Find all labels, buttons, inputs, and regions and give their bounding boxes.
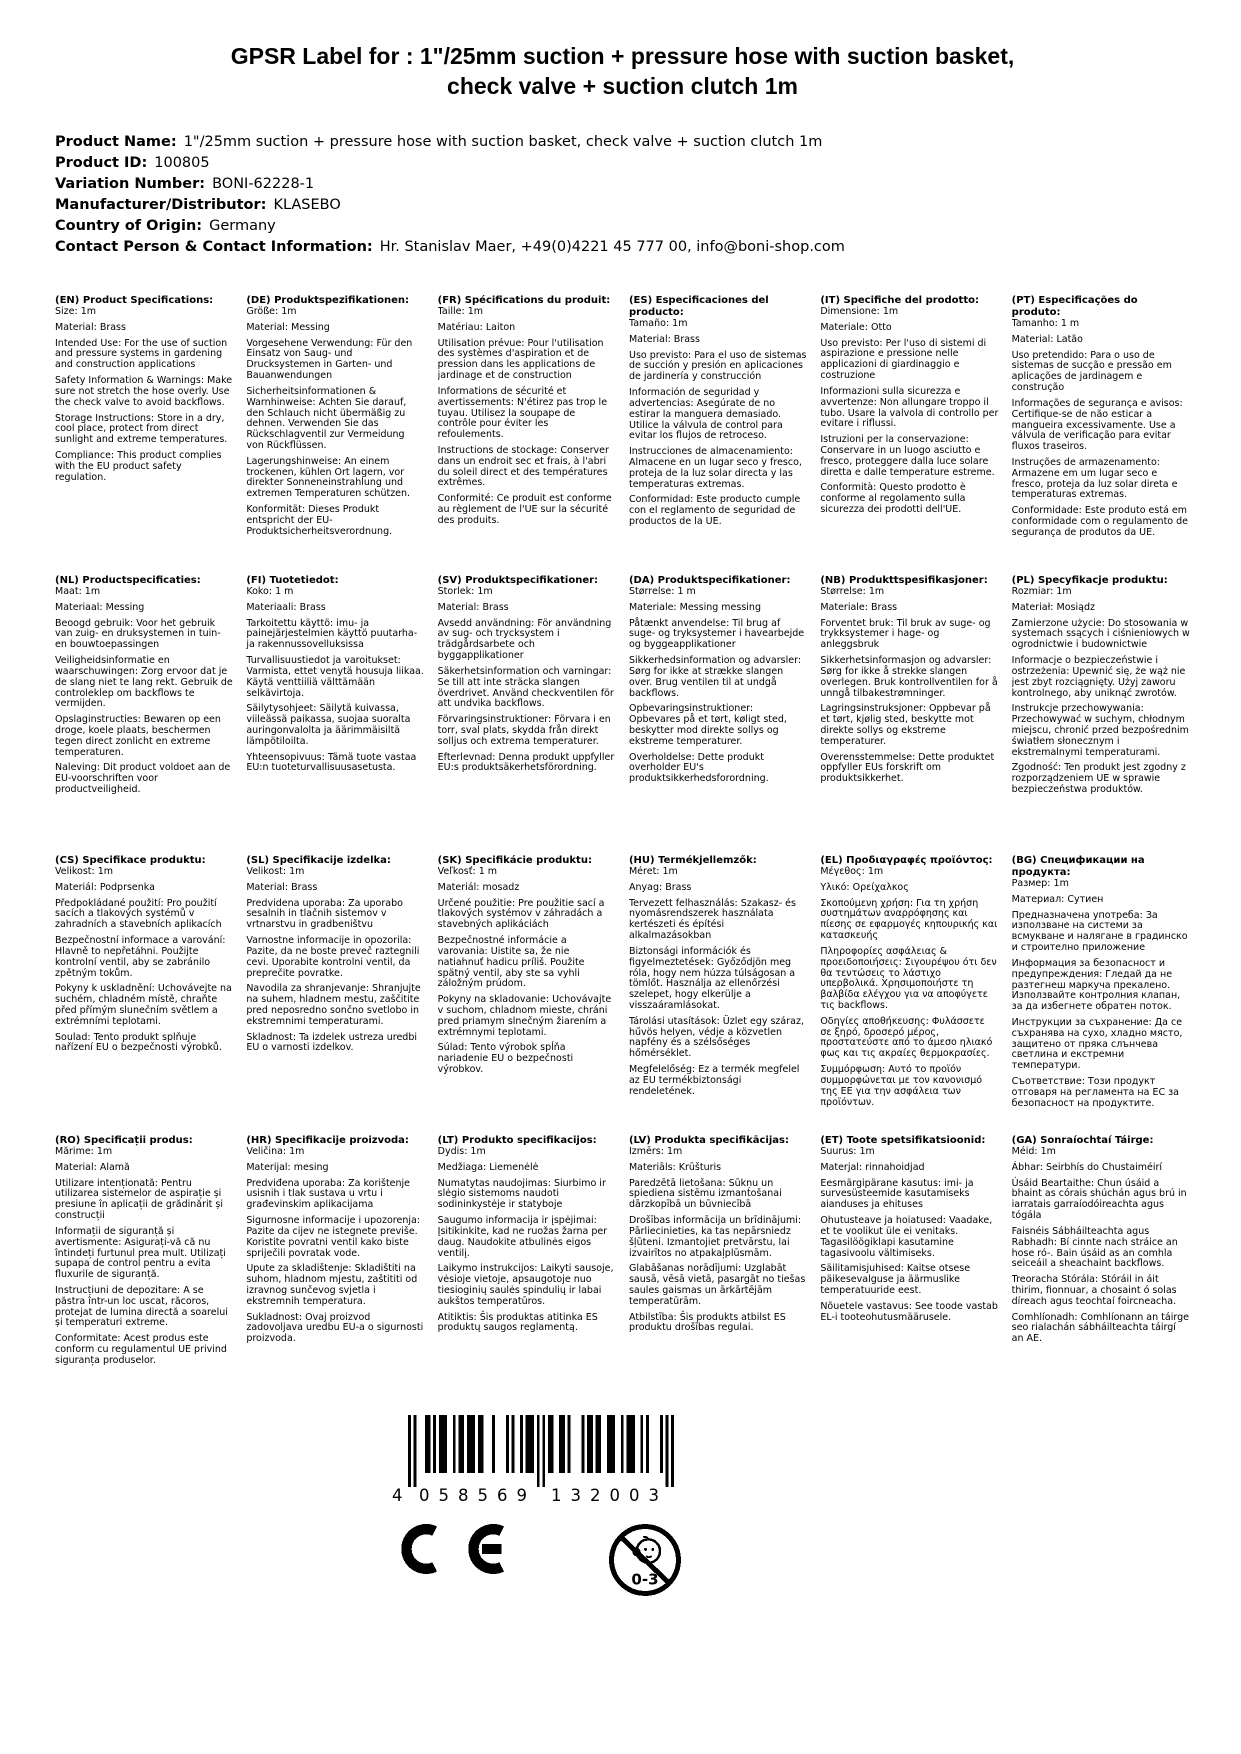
spec-paragraph: Tamaño: 1m (628, 317, 688, 329)
spec-paragraph: Faisnéis Sábháilteachta agus Rabhadh: Bí cinnte nach stráice an hose ró-. Bain úsáid as an comhla seiceáil a sheachaint backflows. (1011, 1225, 1178, 1270)
spec-paragraph: Material: Brass (55, 321, 126, 333)
spec-paragraph: Matériau: Laiton (437, 321, 516, 333)
spec-paragraph: Velikost: 1m (246, 865, 305, 877)
ce-mark-icon (396, 1521, 514, 1581)
spec-paragraph: Säilitamisjuhised: Kaitse otsese päikesevalguse ja äärmuslike temperatuuride eest. (820, 1263, 971, 1296)
spec-paragraph: Información de seguridad y advertencias: Asegúrate de no estirar la manguera demasiado. Utilice la válvula de control para evitar los flujos de retroceso. (628, 387, 783, 442)
spec-block-title: (LT) Produkto specifikacijos: (437, 1134, 597, 1146)
spec-block-nl (55, 575, 233, 855)
variation-number-row (55, 174, 1190, 195)
spec-paragraph: Bezpečnostní informace a varování: Hlavně to nepřetáhni. Použijte kontrolní ventil, aby se zabránilo zpětným tokům. (55, 935, 226, 979)
spec-paragraph: Koko: 1 m (246, 585, 294, 597)
spec-paragraph: Μέγεθος: 1m (820, 865, 884, 877)
spec-block-fi (246, 575, 424, 855)
spec-paragraph: Saugumo informacija ir įspėjimai: Įsitikinkite, kad ne ruožas žarna per daug. Naudokite atbulinės eigos ventilį. (437, 1215, 608, 1259)
spec-paragraph: Turvallisuustiedot ja varoitukset: Varmista, ettet venytä housuja liikaa. Käytä venttiiliä välttämään selkävirtoja. (246, 655, 424, 699)
age-warning-label: 0-3 (631, 1570, 659, 1589)
spec-block-et (820, 1135, 998, 1415)
spec-block-title: (RO) Specificații produs: (55, 1134, 193, 1146)
spec-paragraph: Säkerhetsinformation och varningar: Se till att inte sträcka slangen överdrivet. Använd checkventilen för att undvika backflows. (437, 665, 614, 710)
manufacturer-row (55, 195, 1190, 216)
spec-paragraph: Instruções de armazenamento: Armazene em um lugar seco e fresco, proteja da luz solar direta e temperaturas extremas. (1011, 456, 1178, 501)
spec-paragraph: Pokyny k uskladnění: Uchovávejte na suchém, chladném místě, chraňte před přímým slunečním světlem a extrémními teplotami. (55, 983, 232, 1027)
field-value: KLASEBO (273, 196, 341, 213)
spec-paragraph: Tárolási utasítások: Üzlet egy száraz, hűvös helyen, védje a közvetlen napfény és a szélsőséges hőmérséklet. (628, 1015, 804, 1060)
spec-paragraph: Méid: 1m (1011, 1145, 1056, 1157)
spec-paragraph: Πληροφορίες ασφάλειας & προειδοποιήσεις: Σιγουρέψου ότι δεν θα τεντώσεις το λάστιχο υπερβολικά. Χρησιμοποιήστε τη βαλβίδα ελέγχου για να αποφύγετε τις backflows. (820, 945, 997, 1011)
spec-paragraph: Predvidena uporaba: Za uporabo sesalnih in tlačnih sistemov v vrtnarstvu in gradbeništvu (246, 897, 403, 931)
spec-block-cs (55, 855, 233, 1135)
spec-paragraph: Σκοπούμενη χρήση: Για τη χρήση συστημάτων αναρρόφησης και πίεσης σε εφαρμογές κηπουρικής και κατασκευής (820, 897, 998, 942)
spec-paragraph: Инструкции за съхранение: Да се съхранява на сухо, хладно място, защитено от пряка слънчева светлина и екстремни температури. (1011, 1016, 1183, 1072)
spec-paragraph: Sikkerhedsinformation og advarsler: Sørg for ikke at strække slangen over. Brug ventilen til at undgå backflows. (628, 655, 802, 699)
spec-block-title: (FI) Tuotetiedot: (246, 574, 339, 586)
barcode-digits-right: 132003 (551, 1485, 659, 1505)
field-label: Variation Number: (55, 175, 206, 192)
spec-block-lv (629, 1135, 807, 1415)
spec-block-title: (GA) Sonraíochtaí Táirge: (1011, 1134, 1154, 1146)
spec-paragraph: Utilisation prévue: Pour l'utilisation des systèmes d'aspiration et de pression dans les applications de jardinage et de construction (437, 337, 604, 382)
spec-paragraph: Laikymo instrukcijos: Laikyti sausoje, vėsioje vietoje, apsaugotoje nuo tiesioginių saulės spindulių ir labai aukštos temperatūros. (437, 1263, 614, 1307)
spec-block-title: (NB) Produkttspesifikasjoner: (820, 574, 988, 586)
spec-paragraph: Informations de sécurité et avertissements: N'étirez pas trop le tuyau. Utilisez la soupape de contrôle pour éviter les refoulements. (437, 385, 608, 441)
spec-block-sv (438, 575, 616, 855)
spec-block-title: (HR) Specifikacije proizvoda: (246, 1134, 409, 1146)
product-name-row (55, 132, 1190, 153)
spec-paragraph: Utilizare intenționată: Pentru utilizarea sistemelor de aspirație și presiune în aplicații de grădinărit și construcții (55, 1177, 223, 1222)
spec-paragraph: Drošības informācija un brīdinājumi: Pārliecinieties, ka tas nepārsniedz šļūteni. Izmantojiet pretvārstu, lai izvairītos no atpakaļplūsmām. (628, 1215, 802, 1259)
product-info (55, 132, 1190, 258)
spec-block-en (55, 295, 233, 575)
spec-paragraph: Opslaginstructies: Bewaren op een droge, koele plaats, beschermen tegen direct zonlicht en extreme temperaturen. (55, 714, 221, 758)
spec-paragraph: Uso previsto: Para el uso de sistemas de succión y presión en aplicaciones de jardinería y construcción (628, 349, 807, 383)
spec-block-hr (246, 1135, 424, 1415)
spec-block-title: (DE) Produktspezifikationen: (246, 294, 409, 306)
spec-paragraph: Съответствие: Този продукт отговаря на регламента на ЕС за безопасност на продуктите. (1011, 1076, 1179, 1109)
spec-paragraph: Zamierzone użycie: Do stosowania w systemach ssących i ciśnieniowych w ogrodnictwie i budownictwie (1011, 617, 1190, 651)
spec-paragraph: Material: Brass (437, 601, 509, 613)
spec-paragraph: Rozmiar: 1m (1011, 585, 1072, 597)
spec-paragraph: Materijal: mesing (246, 1161, 329, 1173)
spec-paragraph: Tamanho: 1 m (1011, 317, 1080, 329)
spec-paragraph: Informações de segurança e avisos: Certifique-se de não esticar a mangueira excessivamente. Use a válvula de verificação para evitar fluxos traseiros. (1011, 397, 1183, 453)
spec-paragraph: Storage Instructions: Store in a dry, cool place, protect from direct sunlight and extreme temperatures. (55, 412, 228, 446)
spec-paragraph: Dydis: 1m (437, 1145, 486, 1157)
spec-paragraph: Material: Messing (246, 321, 330, 333)
spec-block-title: (IT) Specifiche del prodotto: (820, 294, 979, 306)
spec-paragraph: Eesmärgipärane kasutus: imi- ja survesüsteemide kasutamiseks aianduses ja ehituses (820, 1177, 974, 1211)
spec-block-title: (SV) Produktspecifikationer: (437, 574, 599, 586)
spec-paragraph: Materjal: rinnahoidjad (820, 1161, 925, 1173)
spec-block-title: (FR) Spécifications du produit: (437, 294, 611, 306)
spec-paragraph: Pokyny na skladovanie: Uchovávajte v suchom, chladnom mieste, chráni pred priamym slnečným žiarením a extrémnymi teplotami. (437, 994, 612, 1038)
spec-paragraph: Informacje o bezpieczeństwie i ostrzeżenia: Upewnić się, że wąż nie jest zbyt rozciągnięty. Użyj zaworu kontrolnego, aby uniknąć zwrotów. (1011, 655, 1186, 699)
spec-block-pl (1012, 575, 1190, 855)
barcode (392, 1415, 712, 1505)
spec-block-es (629, 295, 807, 575)
spec-block-it (820, 295, 998, 575)
spec-paragraph: Bezpečnostné informácie a varovania: Uistite sa, že nie natiahnuť hadicu príliš. Použite spätný ventil, aby ste sa vyhli záložným prúdom. (437, 935, 585, 990)
spec-paragraph: Soulad: Tento produkt splňuje nařízení EU o bezpečnosti výrobků. (55, 1031, 222, 1054)
spec-paragraph: Συμμόρφωση: Αυτό το προϊόν συμμορφώνεται με τον κανονισμό της ΕΕ για την ασφάλεια των προϊόντων. (820, 1064, 983, 1108)
spec-paragraph: Varnostne informacije in opozorila: Pazite, da ne boste preveč raztegnili cevi. Uporabite kontrolni ventil, da preprečite povratke. (246, 935, 420, 979)
country-of-origin-row (55, 216, 1190, 237)
spec-paragraph: Paredzētā lietošana: Sūkņu un spiediena sistēmu izmantošanai dārzkopībā un būvniecībā (628, 1177, 782, 1211)
spec-paragraph: Предназначена употреба: За използване на системи за всмукване и налягане в градинско и строително приложение (1011, 909, 1188, 954)
field-label: Product Name: (55, 133, 177, 150)
spec-paragraph: Instructions de stockage: Conserver dans un endroit sec et frais, à l'abri du soleil direct et des températures extrêmes. (437, 444, 609, 489)
spec-paragraph: Navodila za shranjevanje: Shranjujte na suhem, hladnem mestu, zaščitite pred neposredno sončno svetlobo in ekstremnimi temperaturami. (246, 983, 421, 1027)
spec-paragraph: Biztonsági információk és figyelmeztetések: Győződjön meg róla, hogy nem húzza túlságosan a tömlőt. Használja az ellenőrzési szelepet, hogy elkerülje a visszaáramlásokat. (628, 945, 796, 1011)
spec-block-title: (SK) Špecifikácie produktu: (437, 854, 592, 866)
spec-block-lt (438, 1135, 616, 1415)
spec-paragraph: Påtænkt anvendelse: Til brug af suge- og tryksystemer i havearbejde og byggeapplikationer (628, 617, 805, 651)
spec-paragraph: Ohutusteave ja hoiatused: Vaadake, et te voolikut üle ei venitaks. Tagasilöögiklapi kasutamine tagasivoolu vältimiseks. (820, 1215, 993, 1259)
barcode-digit-first: 4 (392, 1485, 403, 1505)
spec-block-title: (BG) Спецификации на продукта: (1011, 854, 1145, 878)
spec-paragraph: Naleving: Dit product voldoet aan de EU-voorschriften voor productveiligheid. (55, 762, 231, 796)
spec-paragraph: Ábhar: Seirbhís do Chustaiméirí (1011, 1161, 1163, 1173)
spec-paragraph: Beoogd gebruik: Voor het gebruik van zuig- en druksystemen in tuin- en bouwtoepassingen (55, 617, 221, 651)
spec-paragraph: Yhteensopivuus: Tämä tuote vastaa EU:n tuoteturvallisuusasetusta. (246, 751, 417, 774)
spec-paragraph: Taille: 1m (437, 305, 483, 317)
spec-paragraph: Lagerungshinweise: An einem trockenen, kühlen Ort lagern, vor direkter Sonneneinstrahlung und extremen Temperaturen schützen. (246, 455, 411, 500)
field-value: Hr. Stanislav Maer, +49(0)4221 45 777 00, info@boni-shop.com (379, 238, 845, 255)
spec-paragraph: Materiale: Brass (820, 601, 898, 613)
spec-paragraph: Dimensione: 1m (820, 305, 899, 317)
spec-block-title: (NL) Productspecificaties: (55, 574, 201, 586)
spec-block-title: (EN) Product Specifications: (55, 294, 214, 306)
spec-paragraph: Förvaringsinstruktioner: Förvara i en torr, sval plats, skydda från direkt solljus och extrema temperaturer. (437, 714, 611, 747)
spec-block-da (629, 575, 807, 855)
spec-paragraph: Material: Brass (628, 333, 700, 345)
spec-paragraph: Conformité: Ce produit est conforme au règlement de l'UE sur la sécurité des produits. (437, 493, 612, 526)
spec-paragraph: Numatytas naudojimas: Siurbimo ir slėgio sistemoms naudoti sodininkystėje ir statyboje (437, 1177, 606, 1211)
spec-paragraph: Overensstemmelse: Dette produktet oppfyller EUs forskrift om produktsikkerhet. (820, 751, 995, 785)
spec-block-title: (LV) Produkta specifikācijas: (628, 1134, 789, 1146)
spec-block-ga (1012, 1135, 1190, 1415)
spec-paragraph: Material: Alamă (55, 1161, 130, 1173)
spec-paragraph: Conformitate: Acest produs este conform cu regulamentul UE privind siguranța produselor. (55, 1333, 227, 1366)
spec-paragraph: Größe: 1m (246, 305, 297, 317)
symbols-row (392, 1521, 712, 1603)
spec-paragraph: Treoracha Stórála: Stóráil in áit thirim, fionnuar, a chosaint ó solas díreach agus teochtaí foircneacha. (1011, 1274, 1177, 1307)
spec-paragraph: Οδηγίες αποθήκευσης: Φυλάσσετε σε ξηρό, δροσερό μέρος, προστατεύστε από το άμεσο ηλιακό φως και τις ακραίες θερμοκρασίες. (820, 1015, 993, 1060)
spec-paragraph: Uso pretendido: Para o uso de sistemas de sucção e pressão em aplicações de jardinagem e construção (1011, 349, 1172, 394)
spec-block-title: (ET) Toote spetsifikatsioonid: (820, 1134, 986, 1146)
spec-paragraph: Materiale: Messing messing (628, 601, 761, 613)
spec-paragraph: Informații de siguranță și avertismente: Asigurați-vă că nu întindeți furtunul prea mult. Utilizați supapa de control pentru a evita fluxurile de siguranță. (55, 1225, 226, 1281)
field-label: Contact Person & Contact Information: (55, 238, 373, 255)
spec-paragraph: Материал: Сутиен (1011, 893, 1104, 905)
spec-paragraph: Súlad: Tento výrobok spĺňa nariadenie EU o bezpečnosti výrobkov. (437, 1042, 574, 1076)
spec-paragraph: Maat: 1m (55, 585, 101, 597)
spec-paragraph: Materiale: Otto (820, 321, 892, 333)
spec-paragraph: Konformität: Dieses Produkt entspricht der EU-Produktsicherheitsverordnung. (246, 504, 393, 537)
spec-paragraph: Instrukcje przechowywania: Przechowywać w suchym, chłodnym miejscu, chronić przed bezpośrednim światłem słonecznym i ekstremalnymi temperaturami. (1011, 703, 1189, 758)
spec-paragraph: Material: Latão (1011, 333, 1083, 345)
spec-paragraph: Avsedd användning: För användning av sug- och trycksystem i trädgårdsarbete och byggapplikationer (437, 617, 612, 662)
barcode-svg (392, 1415, 692, 1505)
spec-block-title: (PL) Specyfikacje produktu: (1011, 574, 1168, 586)
spec-paragraph: Lagringsinstruksjoner: Oppbevar på et tørt, kjølig sted, beskytte mot direkte sollys og ekstreme temperaturer. (820, 703, 991, 747)
spec-paragraph: Comhlíonadh: Comhlíonann an táirge seo rialachán sábháilteachta táirgí an AE. (1011, 1311, 1189, 1345)
spec-block-hu (629, 855, 807, 1135)
spec-paragraph: Sikkerhetsinformasjon og advarsler: Sørg for ikke å strekke slangen overlegen. Bruk kontrollventilen for å unngå tilbakestrømninger. (820, 655, 998, 699)
spec-paragraph: Materiaali: Brass (246, 601, 326, 613)
spec-paragraph: Conformidade: Este produto está em conformidade com o regulamento de segurança de produtos da UE. (1011, 505, 1188, 538)
spec-paragraph: Velikost: 1m (55, 865, 114, 877)
spec-paragraph: Tervezett felhasználás: Szakasz- és nyomásrendszerek használata kertészeti és építési alkalmazásokban (628, 897, 796, 942)
spec-paragraph: Efterlevnad: Denna produkt uppfyller EU:s produktsäkerhetsförordning. (437, 751, 615, 774)
spec-paragraph: Materiaal: Messing (55, 601, 145, 613)
spec-paragraph: Materiál: Podprsenka (55, 881, 155, 893)
field-label: Country of Origin: (55, 217, 203, 234)
spec-paragraph: Material: Brass (246, 881, 318, 893)
spec-paragraph: Compliance: This product complies with the EU product safety regulation. (55, 449, 222, 483)
field-value: Germany (209, 217, 276, 234)
spec-paragraph: Conformità: Questo prodotto è conforme al regolamento sulla sicurezza dei prodotti dell'UE. (820, 482, 966, 516)
spec-paragraph: Vorgesehene Verwendung: Für den Einsatz von Saug- und Drucksystemen in Garten- und Bauanwendungen (246, 337, 413, 382)
specifications-grid (55, 295, 1190, 1415)
spec-paragraph: Predviđena uporaba: Za korištenje usisnih i tlak sustava u vrtu i građevinskim aplikacijama (246, 1177, 411, 1211)
spec-paragraph: Materiál: mosadz (437, 881, 520, 893)
spec-block-el (820, 855, 998, 1135)
spec-block-nb (820, 575, 998, 855)
spec-paragraph: Tarkoitettu käyttö: imu- ja painejärjestelmien käyttö puutarha- ja rakennussovelluksissa (246, 617, 418, 651)
spec-paragraph: Veiligheidsinformatie en waarschuwingen: Zorg ervoor dat je de slang niet te lang rekt. Gebruik de controleklep om backflows te vermijden. (55, 655, 233, 710)
spec-paragraph: Sigurnosne informacije i upozorenja: Pazite da cijev ne istegnete previše. Koristite povratni ventil kako biste spriječili povratak vode. (246, 1215, 420, 1259)
spec-block-title: (CS) Specifikace produktu: (55, 854, 206, 866)
spec-paragraph: Conformidad: Este producto cumple con el reglamento de seguridad de productos de la UE. (628, 494, 801, 528)
spec-paragraph: Opbevaringsinstruktioner: Opbevares på et tørt, køligt sted, beskytter mod direkte sollys og ekstreme temperaturer. (628, 703, 787, 747)
spec-block-title: (EL) Προδιαγραφές προϊόντος: (820, 854, 993, 866)
spec-paragraph: Forventet bruk: Til bruk av suge- og trykksystemer i hage- og anleggsbruk (820, 617, 991, 651)
spec-paragraph: Informazioni sulla sicurezza e avvertenze: Non allungare troppo il tubo. Usare la valvola di controllo per evitare i riflussi. (820, 385, 999, 430)
spec-block-title: (DA) Produktspecifikationer: (628, 574, 791, 586)
spec-block-fr (438, 295, 616, 575)
spec-paragraph: Istruzioni per la conservazione: Conservare in un luogo asciutto e fresco, proteggere dalla luce solare diretta e dalle temperature estreme. (820, 434, 995, 478)
spec-paragraph: Atbilstība: Šis produkts atbilst ES produktu drošības regulai. (628, 1311, 786, 1334)
spec-block-ro (55, 1135, 233, 1415)
spec-paragraph: Mărime: 1m (55, 1145, 113, 1157)
product-id-row (55, 153, 1190, 174)
field-label: Manufacturer/Distributor: (55, 196, 267, 213)
spec-paragraph: Veľkosť: 1 m (437, 865, 498, 877)
spec-paragraph: Sicherheitsinformationen & Warnhinweise: Achten Sie darauf, den Schlauch nicht übermäßig zu dehnen. Verwenden Sie das Rückschlagventil zur Vermeidung von Rückflüssen. (246, 385, 407, 451)
spec-paragraph: Určené použitie: Pre použitie sací a tlakových systémov v záhradách a stavebných aplikáciách (437, 897, 605, 931)
spec-paragraph: Veličina: 1m (246, 1145, 305, 1157)
spec-paragraph: Zgodność: Ten produkt jest zgodny z rozporządzeniem UE w sprawie bezpieczeństwa produktów. (1011, 762, 1186, 796)
spec-paragraph: Atitiktis: Šis produktas atitinka ES produktų saugos reglamentą. (437, 1311, 598, 1334)
field-value: BONI-62228-1 (212, 175, 315, 192)
spec-paragraph: Размер: 1m (1011, 877, 1069, 889)
spec-paragraph: Medžiaga: Liemenėlė (437, 1161, 539, 1173)
spec-paragraph: Size: 1m (55, 305, 97, 317)
spec-paragraph: Méret: 1m (628, 865, 678, 877)
spec-paragraph: Megfelelőség: Ez a termék megfelel az EU termékbiztonsági rendeletének. (628, 1064, 800, 1097)
spec-paragraph: Størrelse: 1m (820, 585, 885, 597)
spec-paragraph: Glabāšanas norādījumi: Uzglabāt sausā, vēsā vietā, pasargāt no tiešas saules gaismas un ārkārtējām temperatūrām. (628, 1263, 806, 1307)
footer (392, 1415, 712, 1603)
barcode-digits-left: 058569 (419, 1485, 527, 1505)
spec-paragraph: Předpokládané použití: Pro použití sacích a tlakových systémů v zahradních a stavebních aplikacích (55, 897, 222, 931)
spec-paragraph: Intended Use: For the use of suction and pressure systems in gardening and construction applications (55, 337, 228, 371)
spec-paragraph: Izmērs: 1m (628, 1145, 683, 1157)
spec-block-title: (PT) Especificações do produto: (1011, 294, 1138, 318)
spec-block-title: (ES) Especificaciones del producto: (628, 294, 769, 318)
spec-paragraph: Nõuetele vastavus: See toode vastab EL-i tooteohutusmäärusele. (820, 1300, 998, 1323)
spec-paragraph: Anyag: Brass (628, 881, 692, 893)
spec-paragraph: Säilytysohjeet: Säilytä kuivassa, viileässä paikassa, suojaa suoralta auringonvalolta ja äärimmäisiltä lämpötiloilta. (246, 703, 411, 747)
spec-paragraph: Uso previsto: Per l'uso di sistemi di aspirazione e pressione nelle applicazioni di giardinaggio e costruzione (820, 337, 987, 382)
spec-block-title: (HU) Termékjellemzők: (628, 854, 757, 866)
spec-paragraph: Materiał: Mosiądz (1011, 601, 1095, 613)
spec-paragraph: Overholdelse: Dette produkt overholder EU's produktsikkerhedsforordning. (628, 751, 769, 785)
spec-block-sk (438, 855, 616, 1135)
spec-paragraph: Υλικό: Ορείχαλκος (820, 881, 909, 893)
spec-paragraph: Sukladnost: Ovaj proizvod zadovoljava uredbu EU-a o sigurnosti proizvoda. (246, 1311, 424, 1345)
spec-block-pt (1012, 295, 1190, 575)
spec-block-de (246, 295, 424, 575)
spec-paragraph: Suurus: 1m (820, 1145, 875, 1157)
age-warning-icon (606, 1521, 684, 1603)
spec-paragraph: Safety Information & Warnings: Make sure not stretch the hose overly. Use the check valve to avoid backflows. (55, 375, 233, 408)
spec-paragraph: Instrucțiuni de depozitare: A se păstra într-un loc uscat, răcoros, protejat de lumina directă a soarelui și temperaturi extreme. (55, 1284, 228, 1329)
contact-row (55, 237, 1190, 258)
field-label: Product ID: (55, 154, 148, 171)
spec-block-bg (1012, 855, 1190, 1135)
page-title: GPSR Label for : 1"/25mm suction + pressure hose with suction basket, check valve + suction clutch 1m (230, 43, 1015, 99)
spec-paragraph: Instrucciones de almacenamiento: Almacene en un lugar seco y fresco, proteja de la luz solar directa y las temperaturas extremas. (628, 446, 802, 490)
spec-block-title: (SL) Specifikacije izdelka: (246, 854, 391, 866)
spec-paragraph: Информация за безопасност и предупреждения: Гледай да не разтегнеш маркуча прекалено. Използвайте контролния клапан, за да избегнете обратен поток. (1011, 957, 1181, 1013)
field-value: 100805 (154, 154, 210, 171)
spec-paragraph: Upute za skladištenje: Skladištiti na suhom, hladnom mjestu, zaštititi od izravnog sunčevog svjetla i ekstremnih temperatura. (246, 1263, 418, 1307)
spec-paragraph: Úsáid Beartaithe: Chun úsáid a bhaint as córais shúchán agus brú in iarratais garraíodóireachta agus tógála (1011, 1177, 1187, 1222)
spec-paragraph: Storlek: 1m (437, 585, 493, 597)
spec-block-sl (246, 855, 424, 1135)
spec-paragraph: Skladnost: Ta izdelek ustreza uredbi EU o varnosti izdelkov. (246, 1031, 417, 1054)
spec-paragraph: Materiāls: Krūšturis (628, 1161, 722, 1173)
spec-paragraph: Størrelse: 1 m (628, 585, 696, 597)
field-value: 1"/25mm suction + pressure hose with suction basket, check valve + suction clutch 1m (183, 133, 823, 150)
